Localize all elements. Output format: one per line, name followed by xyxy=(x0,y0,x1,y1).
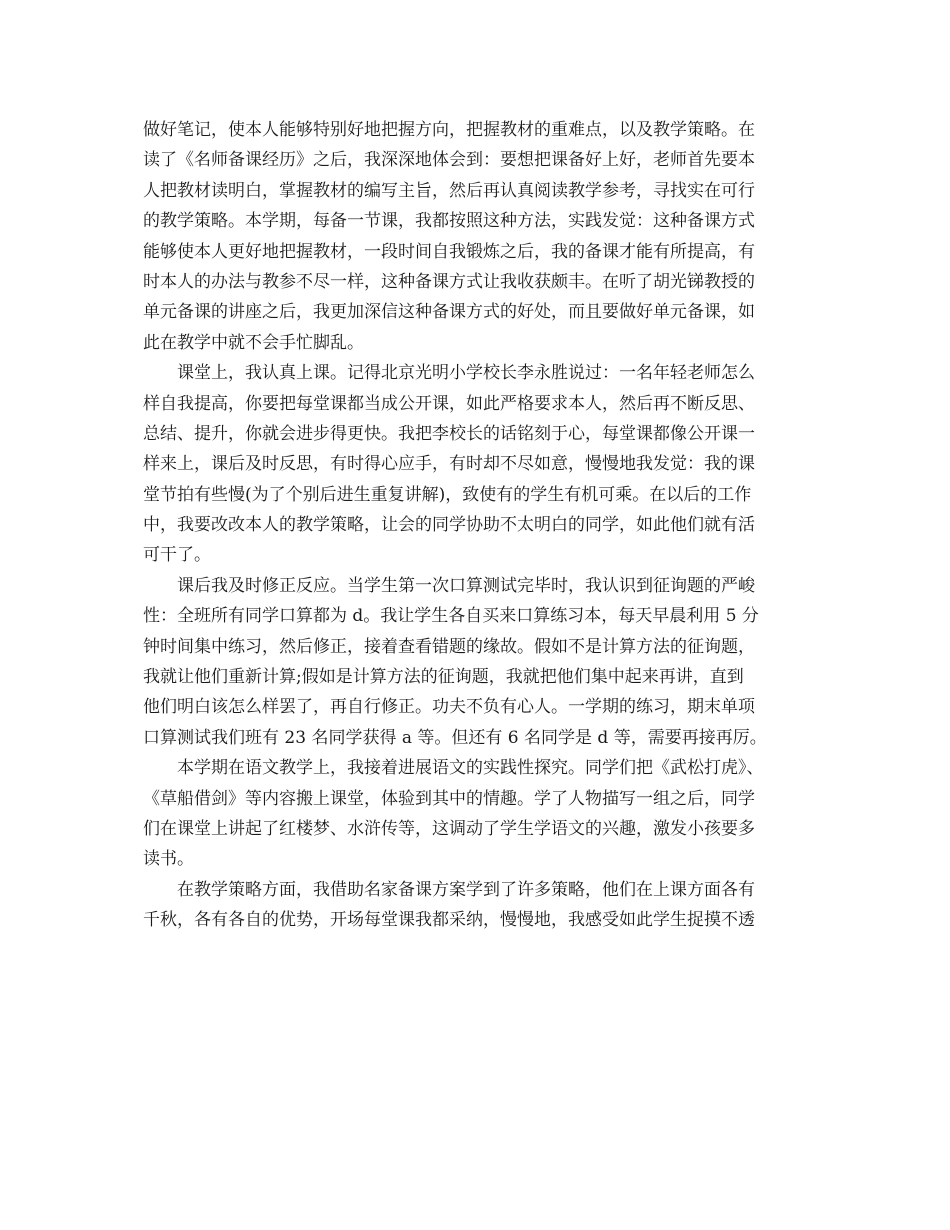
text-line: 堂节拍有些慢(为了个别后进生重复讲解)，致使有的学生有机可乘。在以后的工作 xyxy=(143,484,752,505)
text-line: 人把教材读明白，掌握教材的编写主旨，然后再认真阅读教学参考，寻找实在可行 xyxy=(143,180,755,201)
text-line: 能够使本人更好地把握教材，一段时间自我锻炼之后，我的备课才能有所提高，有 xyxy=(143,241,755,262)
text-line: 性：全班所有同学口算都为 d。我让学生各自买来口算练习本，每天早晨利用 5 分 xyxy=(143,606,759,627)
text-line: 此在教学中就不会手忙脚乱。 xyxy=(143,332,364,353)
text-line: 们在课堂上讲起了红楼梦、水浒传等，这调动了学生学语文的兴趣，激发小孩要多 xyxy=(143,818,755,839)
text-line: 可干了。 xyxy=(143,545,211,566)
text-line: 钟时间集中练习，然后修正，接着查看错题的缘故。假如不是计算方法的征询题， xyxy=(143,636,755,657)
text-line: 读书。 xyxy=(143,849,194,870)
text-line: 口算测试我们班有 23 名同学获得 a 等。但还有 6 名同学是 d 等，需要再接再厉。 xyxy=(143,727,767,748)
text-line: 总结、提升，你就会进步得更快。我把李校长的话铭刻于心，每堂课都像公开课一 xyxy=(143,423,755,444)
text-line: 他们明白该怎么样罢了，再自行修正。功夫不负有心人。一学期的练习，期末单项 xyxy=(143,697,755,718)
text-line: 《草船借剑》等内容搬上课堂，体验到其中的情趣。学了人物描写一组之后，同学 xyxy=(143,788,755,809)
text-line: 读了《名师备课经历》之后，我深深地体会到：要想把课备好上好，老师首先要本 xyxy=(143,150,755,171)
text-line: 千秋，各有各自的优势，开场每堂课我都采纳，慢慢地，我感受如此学生捉摸不透 xyxy=(143,910,755,931)
text-line: 课后我及时修正反应。当学生第一次口算测试完毕时，我认识到征询题的严峻 xyxy=(143,575,755,596)
text-line: 课堂上，我认真上课。记得北京光明小学校长李永胜说过：一名年轻老师怎么 xyxy=(143,363,755,384)
text-line: 样自我提高，你要把每堂课都当成公开课，如此严格要求本人，然后再不断反思、 xyxy=(143,393,755,414)
text-line: 的教学策略。本学期，每备一节课，我都按照这种方法，实践发觉：这种备课方式 xyxy=(143,211,755,232)
text-line: 中，我要改改本人的教学策略，让会的同学协助不太明白的同学，如此他们就有活 xyxy=(143,515,755,536)
text-line: 单元备课的讲座之后，我更加深信这种备课方式的好处，而且要做好单元备课，如 xyxy=(143,302,755,323)
text-line: 样来上，课后及时反思，有时得心应手，有时却不尽如意，慢慢地我发觉：我的课 xyxy=(143,454,755,475)
text-line: 我就让他们重新计算;假如是计算方法的征询题，我就把他们集中起来再讲，直到 xyxy=(143,667,744,688)
text-line: 本学期在语文教学上，我接着进展语文的实践性探究。同学们把《武松打虎》、 xyxy=(143,758,764,779)
text-line: 做好笔记，使本人能够特别好地把握方向，把握教材的重难点，以及教学策略。在 xyxy=(143,120,755,140)
text-line: 在教学策略方面，我借助名家备课方案学到了许多策略，他们在上课方面各有 xyxy=(143,879,755,900)
body-text xyxy=(143,115,815,936)
text-line: 时本人的办法与教参不尽一样，这种备课方式让我收获颇丰。在听了胡光锑教授的 xyxy=(143,271,755,292)
